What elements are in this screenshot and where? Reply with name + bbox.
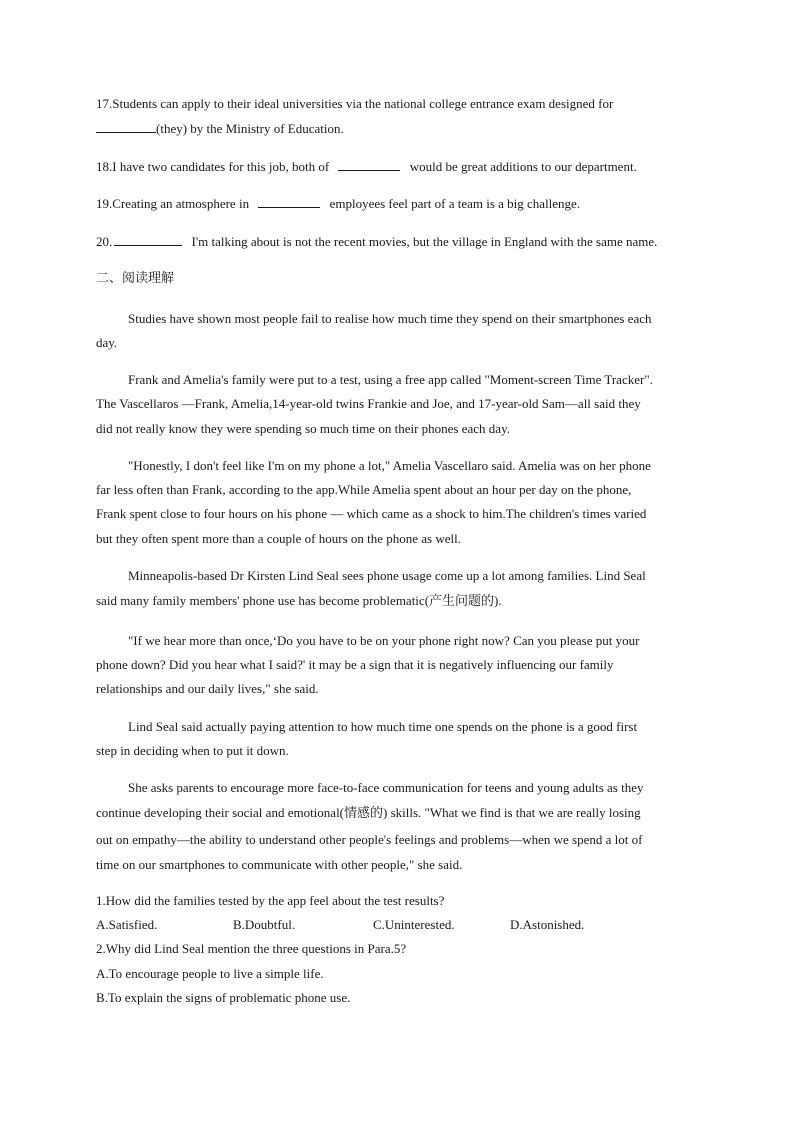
- question-1-option-b[interactable]: B.Doubtful.: [233, 917, 296, 932]
- question-2-stem: 2.Why did Lind Seal mention the three questions in Para.5?: [96, 941, 407, 956]
- passage-p6-line1: Lind Seal said actually paying attention to how much time one spends on the phone is a good first: [128, 719, 638, 734]
- passage-p7-line2: continue developing their social and emotional(情感的) skills. "What we find is that we are really losing: [96, 805, 641, 820]
- passage-p2-line3: did not really know they were spending so much time on their phones each day.: [96, 421, 510, 436]
- passage-p3-line3: Frank spent close to four hours on his phone — which came as a shock to him.The children's times varied: [96, 506, 647, 521]
- passage-p7-line4: time on our smartphones to communicate with other people," she said.: [96, 857, 463, 872]
- passage-p5-line3: relationships and our daily lives," she said.: [96, 681, 319, 696]
- passage-p2-line1: Frank and Amelia's family were put to a test, using a free app called "Moment-screen Time Tracker".: [128, 372, 653, 387]
- passage-p5-line2: phone down? Did you hear what I said?' it may be a sign that it is negatively influencing our family: [96, 657, 614, 672]
- q20-line: 20. I'm talking about is not the recent movies, but the village in England with the same name.: [96, 234, 658, 249]
- passage-p4-line2: said many family members' phone use has become problematic(产生问题的).: [96, 593, 502, 608]
- question-1-stem: 1.How did the families tested by the app feel about the test results?: [96, 893, 445, 908]
- passage-p2-line2: The Vascellaros —Frank, Amelia,14-year-old twins Frankie and Joe, and 17-year-old Sam—all said they: [96, 396, 641, 411]
- passage-p7-line1: She asks parents to encourage more face-to-face communication for teens and young adults as they: [128, 780, 644, 795]
- answer-blank[interactable]: [258, 195, 320, 208]
- answer-blank[interactable]: [338, 158, 400, 171]
- passage-p4-line1: Minneapolis-based Dr Kirsten Lind Seal sees phone usage come up a lot among families. Lind Seal: [128, 568, 646, 583]
- q18-line: 18.I have two candidates for this job, both of would be great additions to our department.: [96, 159, 637, 174]
- answer-blank[interactable]: [114, 233, 182, 246]
- passage-p3-line1: "Honestly, I don't feel like I'm on my phone a lot," Amelia Vascellaro said. Amelia was on her phone: [128, 458, 651, 473]
- question-1-option-a[interactable]: A.Satisfied.: [96, 917, 158, 932]
- question-1-option-c[interactable]: C.Uninterested.: [373, 917, 455, 932]
- q17-line2: (they) by the Ministry of Education.: [96, 120, 344, 137]
- question-2-option-b[interactable]: B.To explain the signs of problematic phone use.: [96, 990, 351, 1005]
- passage-p1-line1: Studies have shown most people fail to realise how much time they spend on their smartphones each: [128, 311, 652, 326]
- passage-p7-line3: out on empathy—the ability to understand other people's feelings and problems—when we spend a lot of: [96, 832, 643, 847]
- question-2-option-a[interactable]: A.To encourage people to live a simple life.: [96, 966, 324, 981]
- q19-line: 19.Creating an atmosphere in employees feel part of a team is a big challenge.: [96, 196, 581, 211]
- q17-line1: 17.Students can apply to their ideal universities via the national college entrance exam designed for: [96, 96, 614, 111]
- section-heading: 二、阅读理解: [96, 271, 175, 286]
- answer-blank[interactable]: [96, 120, 156, 133]
- question-1-option-d[interactable]: D.Astonished.: [510, 917, 585, 932]
- passage-p6-line2: step in deciding when to put it down.: [96, 743, 289, 758]
- passage-p5-line1: "If we hear more than once,‘Do you have to be on your phone right now? Can you please put your: [128, 633, 640, 648]
- passage-p3-line2: far less often than Frank, according to the app.While Amelia spent about an hour per day on the phone,: [96, 482, 632, 497]
- passage-p1-line2: day.: [96, 335, 118, 350]
- passage-p3-line4: but they often spent more than a couple of hours on the phone as well.: [96, 531, 461, 546]
